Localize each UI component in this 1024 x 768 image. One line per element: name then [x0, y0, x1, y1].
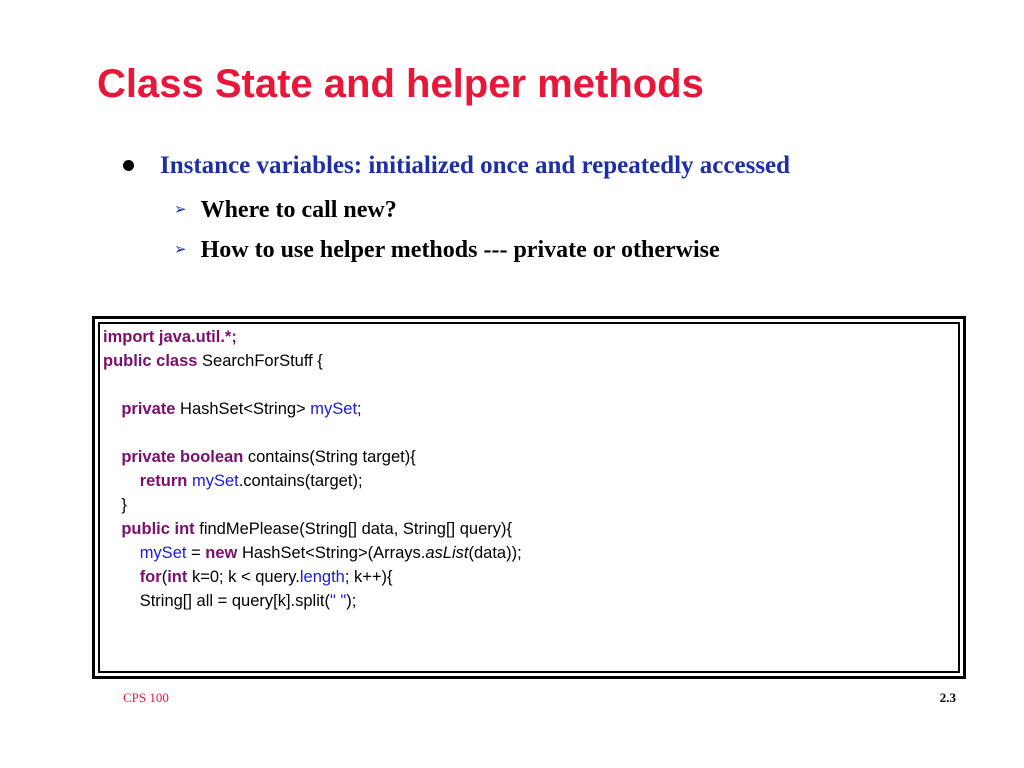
code-text: HashSet<String>	[175, 400, 311, 418]
arrowhead-bullet-icon: ➢	[174, 242, 187, 258]
code-text: ;	[357, 400, 362, 418]
footer-course: CPS 100	[123, 690, 169, 705]
subbullet-item	[174, 197, 397, 224]
slide-title: Class State and helper methods	[97, 62, 704, 106]
code-keyword: new	[205, 544, 238, 562]
footer-slide-number: 2.3	[939, 690, 956, 705]
code-text: (data));	[468, 544, 522, 562]
code-string: " "	[329, 592, 347, 610]
code-field: mySet	[191, 472, 239, 490]
code-box	[92, 316, 966, 679]
code-keyword: private	[121, 400, 176, 418]
code-text: contains(String target){	[243, 448, 416, 466]
code-keyword: return	[139, 472, 188, 490]
code-text: findMePlease(String[] data, String[] query){	[194, 520, 512, 538]
subbullet-item	[174, 237, 720, 264]
code-text: HashSet<String>(Arrays.	[237, 544, 426, 562]
code-keyword: import java.util.*;	[103, 328, 237, 346]
code-method-italic: asList	[425, 544, 469, 562]
code-text: ; k++){	[344, 568, 393, 586]
bullet-text: Instance variables: initialized once and repeatedly accessed	[160, 152, 791, 179]
code-field: mySet	[139, 544, 187, 562]
bullet-list	[0, 0, 1024, 300]
subbullet-text: How to use helper methods --- private or otherwise	[200, 237, 720, 263]
code-listing	[103, 325, 522, 613]
code-text: }	[121, 496, 127, 514]
code-keyword: private boolean	[121, 448, 244, 466]
code-field: mySet	[310, 400, 358, 418]
code-text: (	[161, 568, 168, 586]
code-text: .contains(target);	[238, 472, 363, 490]
code-keyword: for	[139, 568, 162, 586]
code-text: );	[346, 592, 357, 610]
code-keyword: int	[167, 568, 188, 586]
arrowhead-bullet-icon: ➢	[174, 202, 187, 218]
round-bullet-icon	[123, 160, 134, 171]
code-keyword: public int	[121, 520, 195, 538]
code-text: SearchForStuff {	[197, 352, 323, 370]
code-text: =	[186, 544, 206, 562]
code-field: length	[299, 568, 345, 586]
bullet-item	[123, 152, 790, 180]
code-text: k=0; k < query.	[187, 568, 300, 586]
subbullet-text: Where to call new?	[200, 197, 397, 223]
code-keyword: public class	[103, 352, 198, 370]
code-text: String[] all = query[k].split(	[139, 592, 330, 610]
